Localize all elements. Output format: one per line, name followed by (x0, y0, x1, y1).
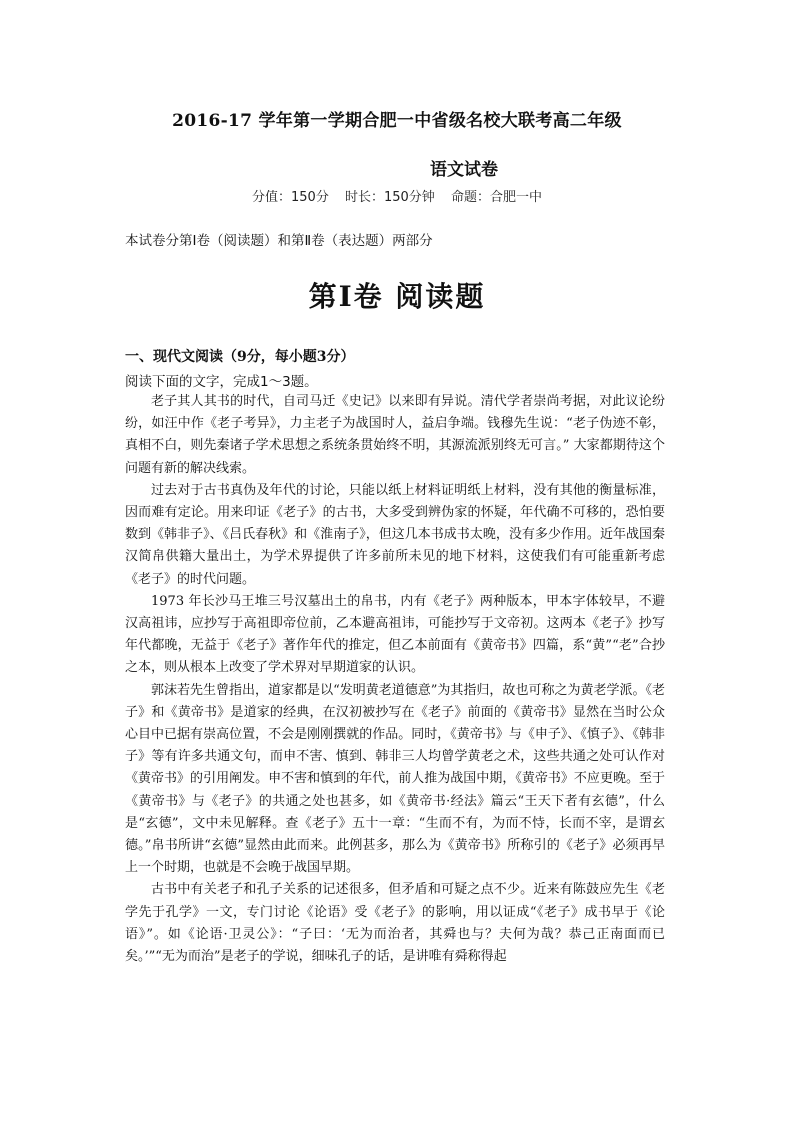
setter-info: 命题：合肥一中 (450, 190, 542, 205)
exam-subject: 语文试卷 (430, 160, 498, 180)
section-instruction: 阅读下面的文字，完成1～3题。 (125, 374, 318, 390)
duration-info: 时长：150分钟 (344, 190, 435, 205)
reading-passage (125, 391, 665, 968)
volume-title: 第Ⅰ卷 阅读题 (308, 280, 486, 313)
exam-meta (0, 186, 794, 205)
exam-intro: 本试卷分第Ⅰ卷（阅读题）和第Ⅱ卷（表达题）两部分 (125, 233, 433, 249)
passage-paragraph: 1973 年长沙马王堆三号汉墓出土的帛书，内有《老子》两种版本，甲本字体较早，不避汉高祖讳，应抄写于高祖即帝位前，乙本避高祖讳，可能抄写于文帝初。这两本《老子》抄写年代都晚，无益于《老子》著作年代的推定，但乙本前面有《黄帝书》四篇，系“黄”“老”合抄之本，则从根本上改变了学术界对早期道家的认识。 (125, 593, 665, 676)
passage-paragraph: 过去对于古书真伪及年代的讨论，只能以纸上材料证明纸上材料，没有其他的衡量标准，因而难有定论。用来印证《老子》的古书，大多受到辨伪家的怀疑，年代确不可移的，恐怕要数到《韩非子》、《吕氏春秋》和《淮南子》，但这几本书成书太晚，没有多少作用。近年战国秦汉简帛供籍大量出土，为学术界提供了许多前所未见的地下材料，这使我们有可能重新考虑《老子》的时代问题。 (125, 482, 665, 587)
passage-paragraph: 老子其人其书的时代，自司马迁《史记》以来即有异说。清代学者崇尚考据，对此议论纷纷，如汪中作《老子考异》，力主老子为战国时人，益启争端。钱穆先生说：“老子伪迹不彰，真相不白，则先秦诸子学术思想之系统条贯始终不明，其源流派别终无可言。” 大家都期待这个问题有新的解决线索。 (125, 394, 665, 476)
passage-paragraph: 古书中有关老子和孔子关系的记述很多，但矛盾和可疑之点不少。近来有陈鼓应先生《老学先于孔学》一文，专门讨论《论语》受《老子》的影响，用以证成“《老子》成书早于《论语》”。如《论语·卫灵公》：“子曰：‘无为而治者，其舜也与？夫何为哉？恭己正南面而已矣。’”“无为而治”是老子的学说，细味孔子的话，是讲唯有舜称得起 (125, 882, 665, 965)
section-heading: 一、现代文阅读（9分，每小题3分） (125, 349, 355, 365)
passage-paragraph: 郭沫若先生曾指出，道家都是以“发明黄老道德意”为其指归，故也可称之为黄老学派。《老子》和《黄帝书》是道家的经典，在汉初被抄写在《老子》前面的《黄帝书》显然在当时公众心目中已据有崇高位置，不会是刚刚撰就的作品。同时，《黄帝书》与《申子》、《慎子》、《韩非子》等有许多共通文句，而申不害、慎到、韩非三人均曾学黄老之术，这些共通之处可认作对《黄帝书》的引用阐发。申不害和慎到的年代，前人推为战国中期，《黄帝书》不应更晚。至于《黄帝书》与《老子》的共通之处也甚多，如《黄帝书·经法》篇云“王天下者有玄德”，什么是“玄德”，文中未见解释。查《老子》五十一章：“生而不有，为而不恃，长而不宰，是谓玄德。”帛书所讲“玄德”显然由此而来。此例甚多，那么为《黄帝书》所称引的《老子》必须再早上一个时期，也就是不会晚于战国早期。 (125, 682, 665, 876)
exam-title: 2016-17 学年第一学期合肥一中省级名校大联考高二年级 (172, 111, 622, 131)
score-info: 分值：150分 (252, 190, 329, 205)
